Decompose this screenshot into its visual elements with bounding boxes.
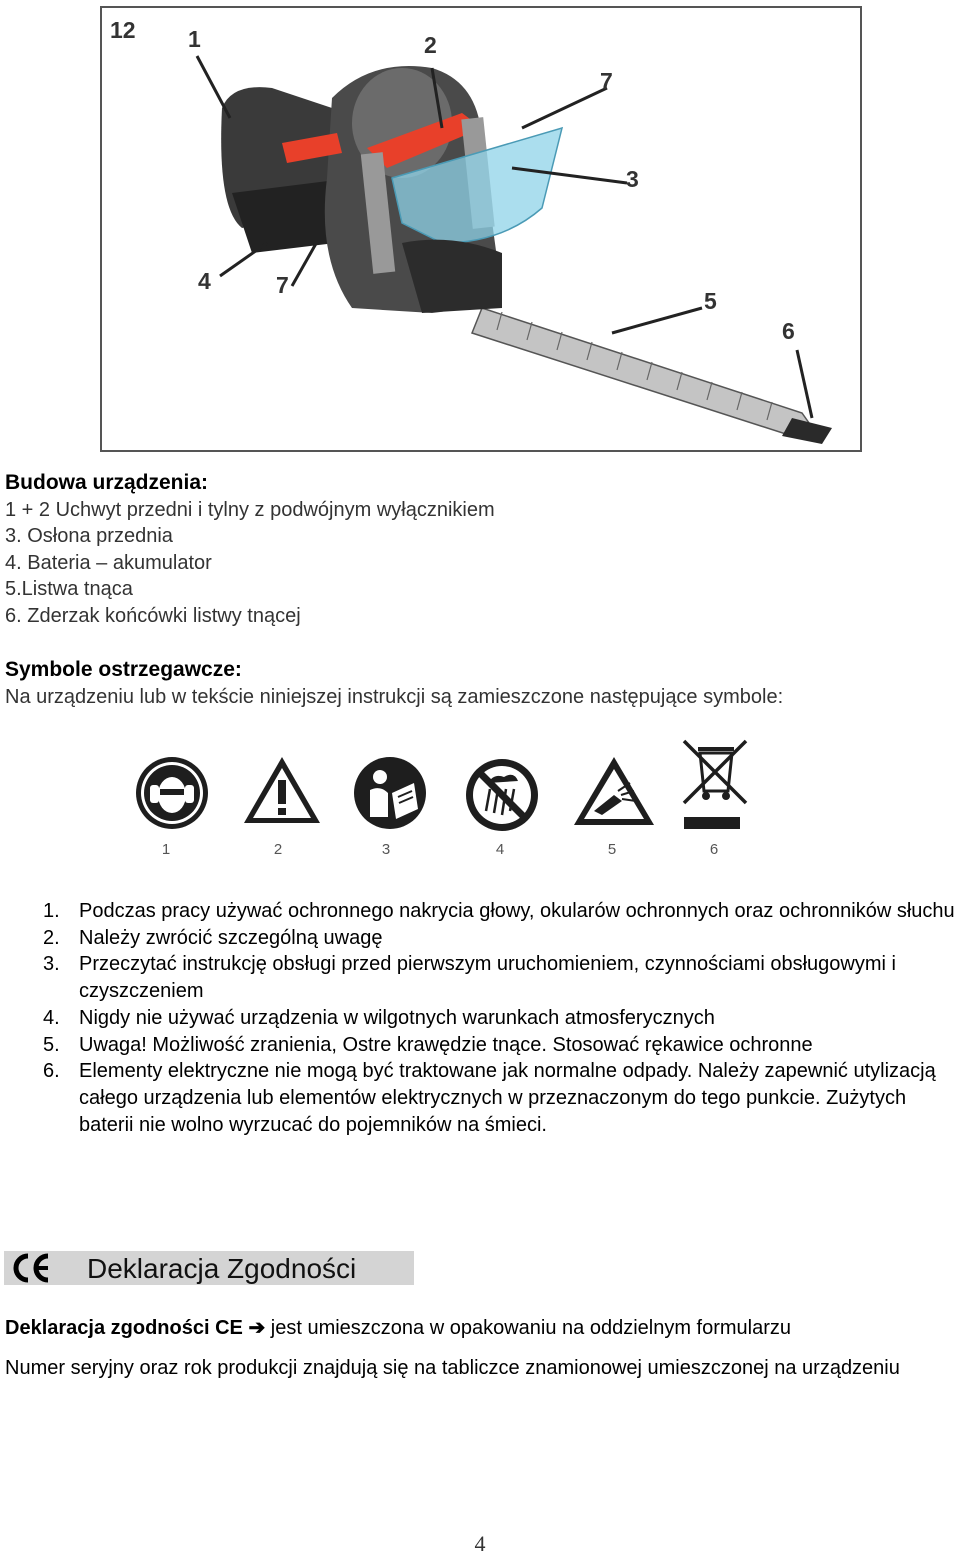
callout-5: 5	[704, 288, 717, 314]
list-item-text: Należy zwrócić szczególną uwagę	[79, 926, 383, 949]
list-item-text: Elementy elektryczne nie mogą być traktowane jak normalne odpady. Należy zapewnić utylizacją całego urządzenia lub elementów elektrycznych w przeznaczonym do tego punkcie. Zużytych baterii nie wolno wyrzucać do pojemników na śmieci.	[79, 1060, 936, 1136]
symbol-3	[342, 735, 442, 863]
construction-line: 6. Zderzak końcówki listwy tnącej	[5, 604, 301, 627]
declaration-line-2: Numer seryjny oraz rok produkcji znajdują się na tabliczce znamionowej umieszczonej na urządzeniu	[5, 1357, 900, 1379]
list-item	[43, 925, 958, 952]
symbol-number: 6	[709, 841, 719, 858]
figure-number: 12	[110, 17, 136, 43]
list-item-text: Podczas pracy używać ochronnego nakrycia głowy, okularów ochronnych oraz ochronników słuchu	[79, 900, 955, 922]
callout-2: 2	[424, 32, 437, 58]
symbol-1	[120, 735, 220, 863]
construction-line: 1 + 2 Uchwyt przedni i tylny z podwójnym wyłącznikiem	[5, 498, 495, 521]
warning-symbols	[120, 735, 760, 865]
construction-line: 5.Listwa tnąca	[5, 578, 133, 601]
hedge-trimmer-illustration	[102, 8, 860, 450]
construction-line: 4. Bateria – akumulator	[5, 551, 212, 574]
symbol-number: 3	[381, 841, 391, 858]
ce-mark-icon	[8, 1253, 52, 1283]
callout-1: 1	[188, 26, 201, 52]
list-item	[43, 1005, 958, 1032]
list-item-text: Uwaga! Możliwość zranienia, Ostre krawędzie tnące. Stosować rękawice ochronne	[79, 1033, 813, 1056]
weee-crossed-bin-icon	[668, 735, 768, 835]
declaration-ce-label: Deklaracja zgodności CE	[5, 1317, 243, 1339]
symbol-5	[566, 735, 666, 863]
list-item	[43, 1032, 958, 1059]
declaration-title: Deklaracja Zgodności	[87, 1253, 357, 1284]
no-rain-icon	[454, 735, 554, 835]
callout-3: 3	[626, 166, 639, 192]
list-item	[43, 951, 958, 1004]
declaration-banner	[4, 1251, 414, 1285]
list-item-number: 1.	[43, 900, 60, 922]
symbol-number: 5	[607, 841, 617, 858]
warnings-intro: Na urządzeniu lub w tekście niniejszej instrukcji są zamieszczone następujące symbole:	[5, 685, 784, 708]
list-item	[43, 898, 958, 925]
list-item-text: Przeczytać instrukcję obsługi przed pierwszym uruchomieniem, czynnościami obsługowymi i czyszczeniem	[79, 953, 896, 1003]
symbol-number: 2	[273, 841, 283, 858]
callout-7-top: 7	[600, 68, 613, 94]
warnings-section	[5, 657, 783, 710]
warnings-heading: Symbole ostrzegawcze:	[5, 658, 242, 681]
list-item-text: Nigdy nie używać urządzenia w wilgotnych warunkach atmosferycznych	[79, 1006, 715, 1029]
construction-section	[5, 470, 495, 630]
warnings-list	[43, 898, 958, 1138]
callout-6: 6	[782, 318, 795, 344]
list-item	[43, 1058, 958, 1138]
declaration-ce-text: jest umieszczona w opakowaniu na oddzielnym formularzu	[270, 1317, 792, 1339]
list-item-number: 2.	[43, 926, 60, 949]
declaration-line-1	[5, 1315, 955, 1342]
list-item-number: 6.	[43, 1060, 60, 1083]
symbol-2	[232, 735, 332, 863]
callout-7-bottom: 7	[276, 272, 289, 298]
symbol-6	[668, 735, 768, 863]
construction-line: 3. Osłona przednia	[5, 525, 173, 548]
construction-heading: Budowa urządzenia:	[5, 471, 209, 494]
list-item-number: 4.	[43, 1006, 60, 1029]
symbol-number: 1	[161, 841, 171, 858]
warning-triangle-icon	[232, 735, 332, 835]
list-item-number: 3.	[43, 953, 60, 976]
cut-hazard-icon	[566, 735, 666, 835]
symbol-4	[454, 735, 554, 863]
ear-eye-protection-icon	[120, 735, 220, 835]
arrow-right-icon: ➔	[248, 1317, 266, 1339]
read-manual-icon	[342, 735, 442, 835]
page-number: 4	[474, 1531, 486, 1556]
product-figure	[100, 6, 862, 452]
list-item-number: 5.	[43, 1033, 60, 1056]
symbol-number: 4	[495, 841, 505, 858]
callout-4: 4	[198, 268, 211, 294]
